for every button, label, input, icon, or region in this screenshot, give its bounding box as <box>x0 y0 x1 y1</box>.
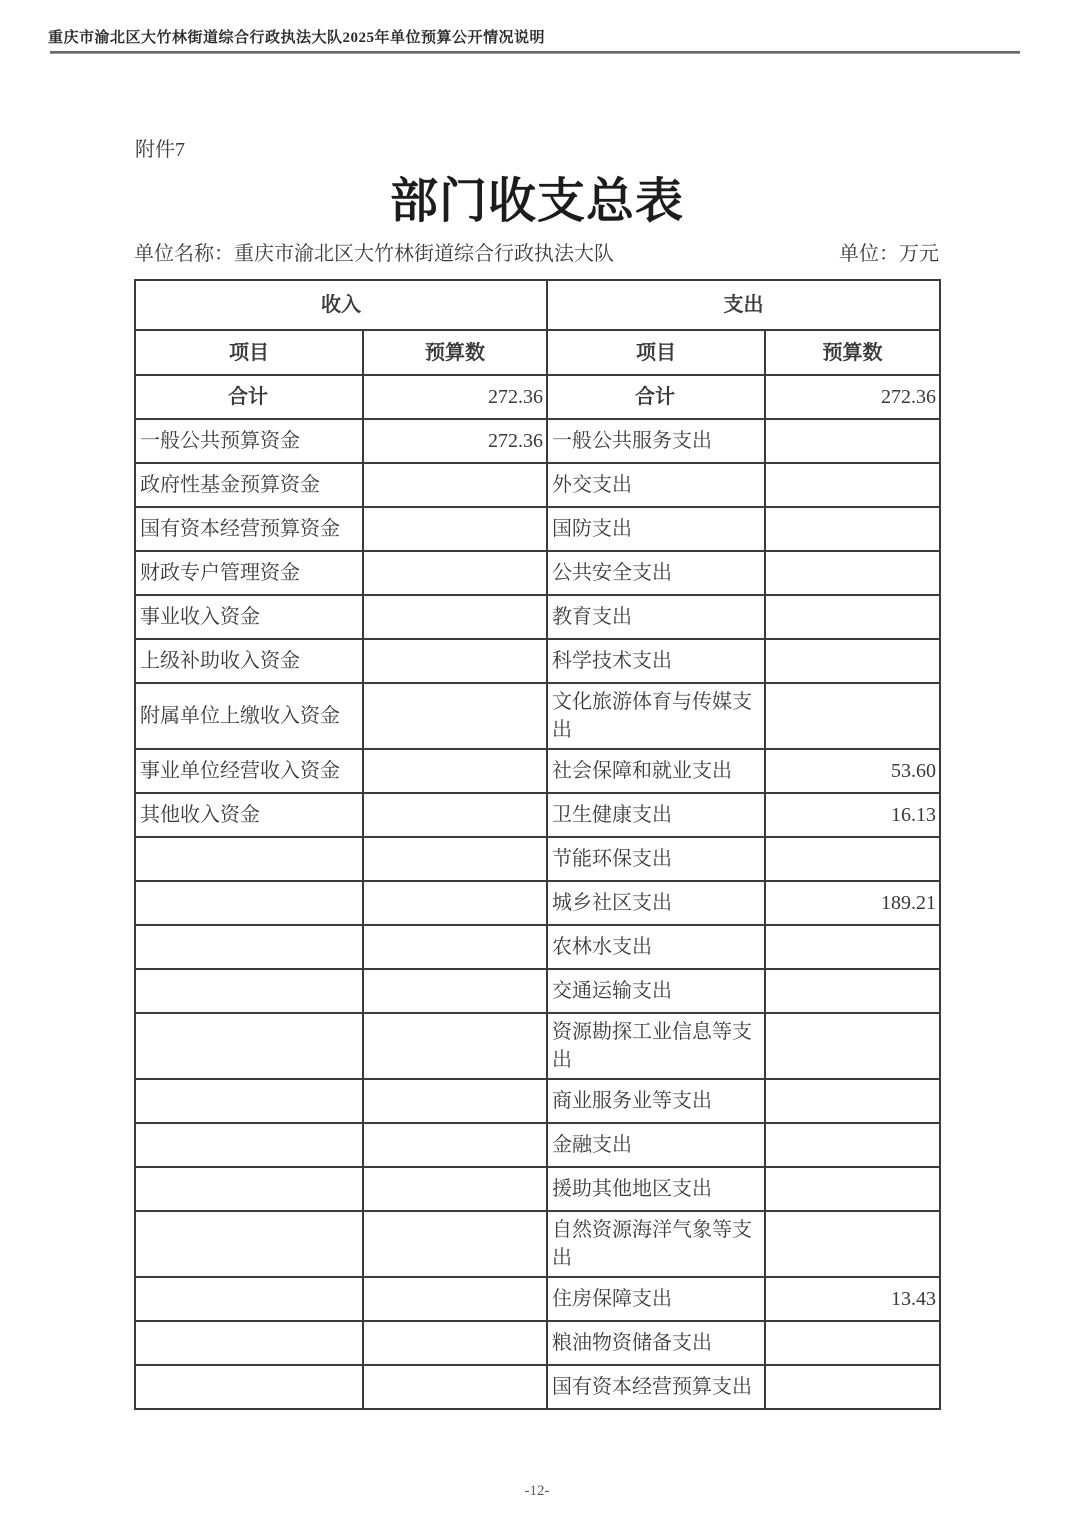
income-item-cell <box>135 1277 363 1321</box>
expense-item-cell: 交通运输支出 <box>547 969 765 1013</box>
income-value-cell <box>363 1167 547 1211</box>
income-item-cell <box>135 1211 363 1277</box>
expense-item-cell: 合计 <box>547 375 765 419</box>
table-row <box>135 925 940 969</box>
table-row <box>135 1167 940 1211</box>
income-value-cell <box>363 463 547 507</box>
income-item-cell <box>135 969 363 1013</box>
income-value-cell <box>363 749 547 793</box>
expense-value-cell <box>765 463 940 507</box>
table-body <box>135 375 940 1409</box>
expense-value-cell <box>765 551 940 595</box>
table-row <box>135 1123 940 1167</box>
expense-item-cell: 科学技术支出 <box>547 639 765 683</box>
expense-value-cell <box>765 507 940 551</box>
table-row <box>135 507 940 551</box>
table-row <box>135 881 940 925</box>
expense-item-cell: 外交支出 <box>547 463 765 507</box>
expense-value-cell: 272.36 <box>765 375 940 419</box>
table-meta-row <box>134 237 939 266</box>
table-row <box>135 639 940 683</box>
expense-value-cell <box>765 1079 940 1123</box>
unit-of-measure-label: 单位：万元 <box>839 243 939 265</box>
income-item-cell: 政府性基金预算资金 <box>135 463 363 507</box>
income-item-cell: 事业收入资金 <box>135 595 363 639</box>
expense-value-cell <box>765 1211 940 1277</box>
income-item-cell <box>135 881 363 925</box>
expense-item-cell: 公共安全支出 <box>547 551 765 595</box>
table-row <box>135 793 940 837</box>
budget-summary-table <box>134 279 941 1410</box>
table-row <box>135 1365 940 1409</box>
expense-value-cell: 13.43 <box>765 1277 940 1321</box>
expense-value-cell <box>765 639 940 683</box>
expense-item-column-header: 项目 <box>547 330 765 375</box>
expense-item-cell: 教育支出 <box>547 595 765 639</box>
expense-item-cell: 社会保障和就业支出 <box>547 749 765 793</box>
income-item-cell <box>135 1123 363 1167</box>
expense-item-cell: 资源勘探工业信息等支出 <box>547 1013 765 1079</box>
unit-name-label: 单位名称：重庆市渝北区大竹林街道综合行政执法大队 <box>134 243 614 265</box>
expense-item-cell: 农林水支出 <box>547 925 765 969</box>
expense-value-cell <box>765 683 940 749</box>
table-row <box>135 1079 940 1123</box>
table-row <box>135 551 940 595</box>
income-item-cell <box>135 1079 363 1123</box>
income-budget-column-header: 预算数 <box>363 330 547 375</box>
expense-value-cell: 16.13 <box>765 793 940 837</box>
expense-item-cell: 粮油物资储备支出 <box>547 1321 765 1365</box>
income-item-cell: 其他收入资金 <box>135 793 363 837</box>
income-value-cell <box>363 551 547 595</box>
expense-value-cell: 53.60 <box>765 749 940 793</box>
expense-item-cell: 自然资源海洋气象等支出 <box>547 1211 765 1277</box>
income-group-header: 收入 <box>135 280 547 330</box>
page-title: 部门收支总表 <box>389 175 684 228</box>
table-row <box>135 683 940 749</box>
expense-group-header: 支出 <box>547 280 940 330</box>
income-item-cell: 国有资本经营预算资金 <box>135 507 363 551</box>
expense-item-cell: 节能环保支出 <box>547 837 765 881</box>
group-header-row <box>135 280 940 330</box>
expense-value-cell <box>765 969 940 1013</box>
income-value-cell <box>363 1079 547 1123</box>
expense-item-cell: 一般公共服务支出 <box>547 419 765 463</box>
income-value-cell <box>363 507 547 551</box>
expense-item-cell: 住房保障支出 <box>547 1277 765 1321</box>
income-value-cell <box>363 837 547 881</box>
income-value-cell <box>363 639 547 683</box>
income-value-cell <box>363 969 547 1013</box>
expense-budget-column-header: 预算数 <box>765 330 940 375</box>
expense-value-cell <box>765 419 940 463</box>
expense-value-cell <box>765 925 940 969</box>
income-item-cell: 财政专户管理资金 <box>135 551 363 595</box>
income-item-cell <box>135 1167 363 1211</box>
attachment-label: 附件7 <box>135 139 185 161</box>
expense-value-cell <box>765 1123 940 1167</box>
expense-item-cell: 国有资本经营预算支出 <box>547 1365 765 1409</box>
expense-value-cell <box>765 1167 940 1211</box>
income-item-cell: 上级补助收入资金 <box>135 639 363 683</box>
table-row <box>135 1321 940 1365</box>
table-row <box>135 419 940 463</box>
income-value-cell: 272.36 <box>363 375 547 419</box>
expense-item-cell: 城乡社区支出 <box>547 881 765 925</box>
table-row <box>135 1013 940 1079</box>
income-value-cell: 272.36 <box>363 419 547 463</box>
income-item-cell <box>135 925 363 969</box>
expense-value-cell <box>765 1365 940 1409</box>
table-row <box>135 1277 940 1321</box>
expense-item-cell: 援助其他地区支出 <box>547 1167 765 1211</box>
income-item-cell <box>135 837 363 881</box>
document-header-title: 重庆市渝北区大竹林街道综合行政执法大队2025年单位预算公开情况说明 <box>48 30 546 46</box>
expense-value-cell <box>765 1013 940 1079</box>
income-value-cell <box>363 925 547 969</box>
income-value-cell <box>363 595 547 639</box>
income-value-cell <box>363 793 547 837</box>
income-item-cell: 一般公共预算资金 <box>135 419 363 463</box>
total-row <box>135 375 940 419</box>
table-row <box>135 837 940 881</box>
income-item-cell: 附属单位上缴收入资金 <box>135 683 363 749</box>
table-row <box>135 969 940 1013</box>
income-value-cell <box>363 683 547 749</box>
header-divider-rule <box>50 51 1020 54</box>
column-header-row <box>135 330 940 375</box>
table-row <box>135 595 940 639</box>
income-value-cell <box>363 1211 547 1277</box>
income-item-cell <box>135 1365 363 1409</box>
page-number: -12- <box>524 1483 550 1499</box>
table-row <box>135 1211 940 1277</box>
income-item-cell: 合计 <box>135 375 363 419</box>
income-value-cell <box>363 1321 547 1365</box>
income-value-cell <box>363 1123 547 1167</box>
table-row <box>135 749 940 793</box>
expense-item-cell: 卫生健康支出 <box>547 793 765 837</box>
expense-value-cell <box>765 837 940 881</box>
expense-value-cell <box>765 595 940 639</box>
income-value-cell <box>363 1365 547 1409</box>
income-value-cell <box>363 881 547 925</box>
expense-item-cell: 文化旅游体育与传媒支出 <box>547 683 765 749</box>
income-item-cell <box>135 1013 363 1079</box>
expense-value-cell: 189.21 <box>765 881 940 925</box>
expense-item-cell: 商业服务业等支出 <box>547 1079 765 1123</box>
expense-value-cell <box>765 1321 940 1365</box>
income-value-cell <box>363 1013 547 1079</box>
income-item-cell: 事业单位经营收入资金 <box>135 749 363 793</box>
income-value-cell <box>363 1277 547 1321</box>
table-row <box>135 463 940 507</box>
income-item-column-header: 项目 <box>135 330 363 375</box>
expense-item-cell: 金融支出 <box>547 1123 765 1167</box>
income-item-cell <box>135 1321 363 1365</box>
expense-item-cell: 国防支出 <box>547 507 765 551</box>
